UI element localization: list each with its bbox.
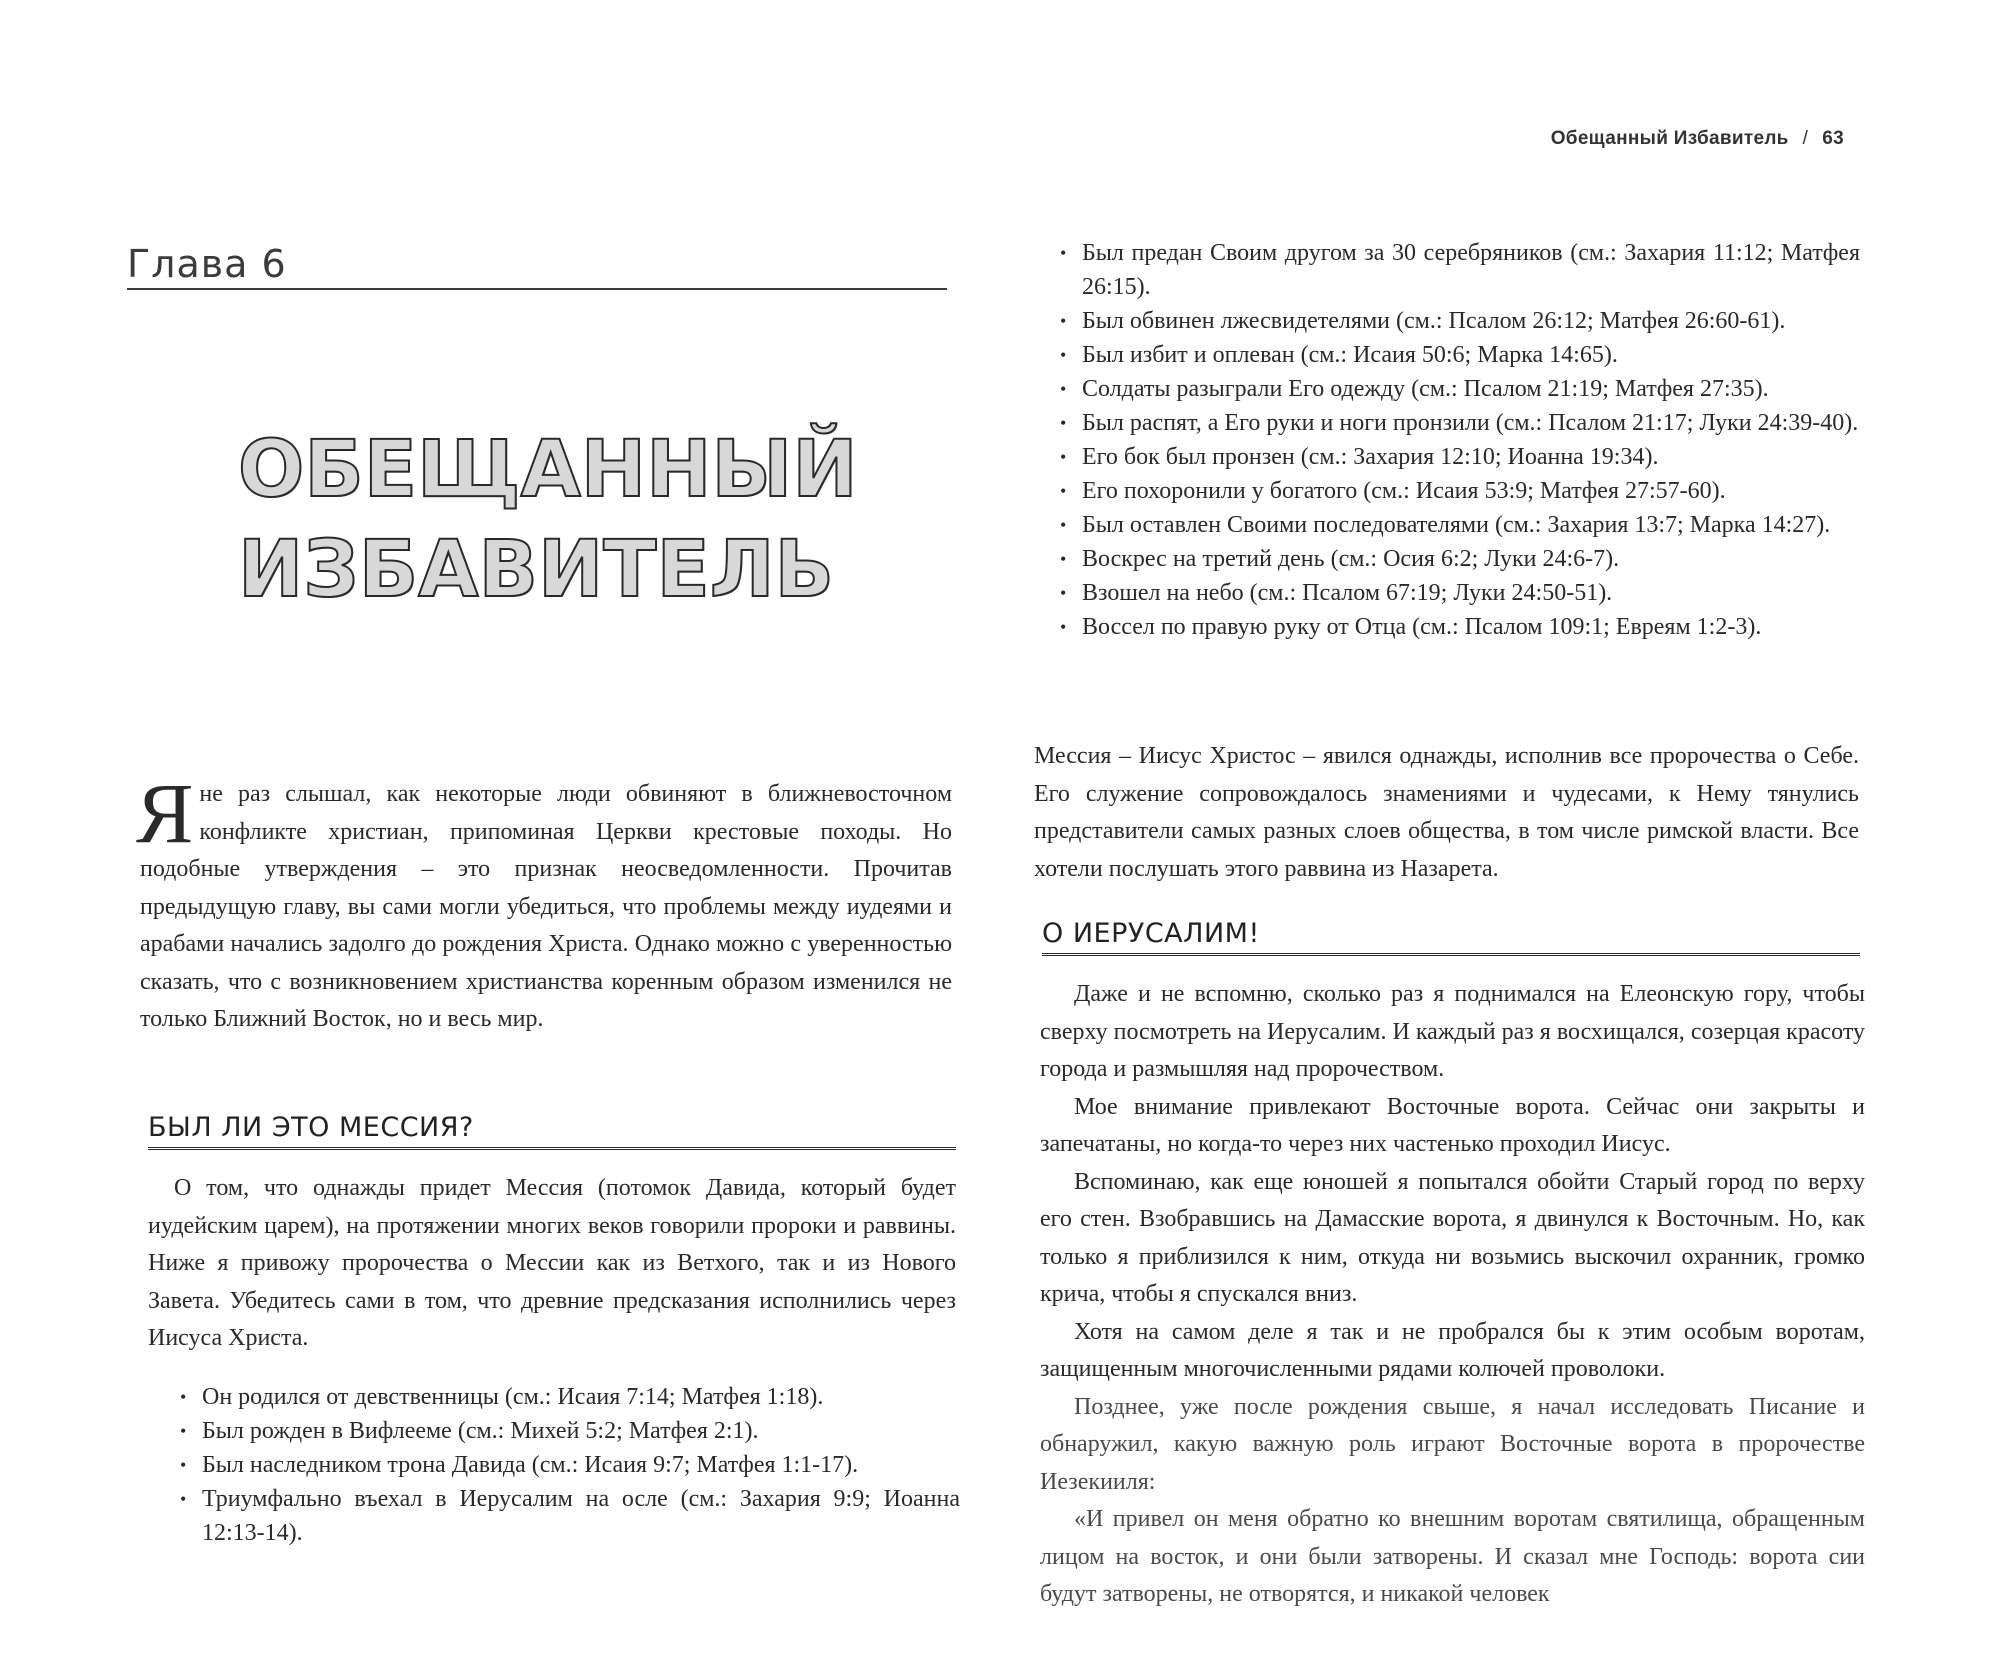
list-item: • Был наследником трона Давида (см.: Исаия 9:7; Матфея 1:1-17). [180,1448,960,1482]
bullet-icon: • [1060,345,1067,365]
chapter-title-line1: ОБЕЩАННЫЙ [238,425,858,515]
prophecy-list-right [1060,236,1860,644]
list-item: • Был обвинен лжесвидетелями (см.: Псалом 26:12; Матфея 26:60-61). [1060,304,1860,338]
section-heading-jerusalem: О ИЕРУСАЛИМ! [1042,918,1860,956]
list-item: • Воссел по правую руку от Отца (см.: Псалом 109:1; Евреям 1:2-3). [1060,610,1860,644]
bullet-icon: • [1060,243,1067,263]
list-item: • Триумфально въехал в Иерусалим на осле (см.: Захария 9:9; Иоанна 12:13-14). [180,1482,960,1550]
chapter-title [238,420,858,620]
right-page [1000,0,2000,1680]
bullet-icon: • [1060,583,1067,603]
bullet-icon: • [1060,379,1067,399]
paragraph: Вспоминаю, как еще юношей я попытался обойти Старый город по верху его стен. Взобравшись на Дамасские ворота, я двинулся к Восточным. Но, как только я приблизился к ним, откуда ни возьмись выскочил охранник, громко крича, чтобы я спускался вниз. [1040,1168,1865,1307]
bullet-icon: • [1060,617,1067,637]
bullet-icon: • [1060,549,1067,569]
paragraph: Даже и не вспомню, сколько раз я поднимался на Елеонскую гору, чтобы сверху посмотреть на Иерусалим. И каждый раз я восхищался, созерцая красоту города и размышляя над пророчеством. [1040,981,1865,1082]
page-number: 63 [1822,128,1844,149]
running-header [1551,128,1844,150]
bullet-icon: • [1060,515,1067,535]
intro-text: не раз слышал, как некоторые люди обвиняют в ближневосточном конфликте христиан, припоминая Церкви крестовые походы. Но подобные утверждения – это признак неосведомленности. Прочитав предыдущую главу, вы сами могли убедиться, что проблемы между иудеями и арабами начались задолго до рождения Христа. Однако можно с уверенностью сказать, что с возникновением христианства коренным образом изменился не только Ближний Восток, но и весь мир. [140,781,952,1032]
bullet-icon: • [180,1387,187,1407]
list-item: • Был предан Своим другом за 30 серебряников (см.: Захария 11:12; Матфея 26:15). [1060,236,1860,304]
bullet-icon: • [1060,311,1067,331]
drop-cap: Я [136,765,194,861]
paragraph: Позднее, уже после рождения свыше, я начал исследовать Писание и обнаружил, какую важную роль играют Восточные ворота в пророчестве Иезекииля: [1040,1393,1865,1495]
list-item: • Был рожден в Вифлееме (см.: Михей 5:2; Матфея 2:1). [180,1414,960,1448]
list-item: • Был распят, а Его руки и ноги пронзили (см.: Псалом 21:17; Луки 24:39-40). [1060,406,1860,440]
paragraph: Хотя на самом деле я так и не пробрался бы к этим особым воротам, защищенным многочисленными рядами колючей проволоки. [1040,1318,1865,1382]
quote-paragraph: «И привел он меня обратно ко внешним воротам святилища, обращенным лицом на восток, и они были затворены. И сказал мне Господь: ворота сии будут затворены, не отворятся, и никакой человек [1040,1506,1865,1607]
running-header-separator: / [1802,128,1809,149]
messiah-fulfilled-paragraph: Мессия – Иисус Христос – явился однажды, исполнив все пророчества о Себе. Его служение сопровождалось знамениями и чудесами, к Нему тянулись представители самых разных слоев общества, в том числе римской власти. Все хотели послушать этого раввина из Назарета. [1034,743,1859,882]
bullet-icon: • [180,1421,187,1441]
jerusalem-section-body [1040,976,1865,1614]
list-item: • Солдаты разыграли Его одежду (см.: Псалом 21:19; Матфея 27:35). [1060,372,1860,406]
list-item: • Воскрес на третий день (см.: Осия 6:2; Луки 24:6-7). [1060,542,1860,576]
bullet-icon: • [1060,481,1067,501]
bullet-icon: • [180,1489,187,1509]
chapter-label: Глава 6 [127,242,947,290]
list-item: • Был оставлен Своими последователями (см.: Захария 13:7; Марка 14:27). [1060,508,1860,542]
section-heading-messiah: БЫЛ ЛИ ЭТО МЕССИЯ? [148,1112,956,1150]
bullet-icon: • [1060,447,1067,467]
bullet-icon: • [180,1455,187,1475]
chapter-title-line2: ИЗБАВИТЕЛЬ [238,525,834,615]
intro-paragraph [136,765,952,1039]
messiah-intro-paragraph: О том, что однажды придет Мессия (потомок Давида, который будет иудейским царем), на протяжении многих веков говорили пророки и раввины. Ниже я привожу пророчества о Мессии как из Ветхого, так и из Нового Завета. Убедитесь сами в том, что древние предсказания исполнились через Иисуса Христа. [148,1175,956,1351]
paragraph: Мое внимание привлекают Восточные ворота. Сейчас они закрыты и запечатаны, но когда-то через них частенько проходил Иисус. [1040,1093,1865,1157]
list-item: • Его похоронили у богатого (см.: Исаия 53:9; Матфея 27:57-60). [1060,474,1860,508]
bullet-icon: • [1060,413,1067,433]
list-item: • Он родился от девственницы (см.: Исаия 7:14; Матфея 1:18). [180,1380,960,1414]
list-item: • Был избит и оплеван (см.: Исаия 50:6; Марка 14:65). [1060,338,1860,372]
list-item: • Взошел на небо (см.: Псалом 67:19; Луки 24:50-51). [1060,576,1860,610]
running-header-title: Обещанный Избавитель [1550,128,1789,149]
prophecy-list-left [180,1380,960,1550]
list-item: • Его бок был пронзен (см.: Захария 12:10; Иоанна 19:34). [1060,440,1860,474]
